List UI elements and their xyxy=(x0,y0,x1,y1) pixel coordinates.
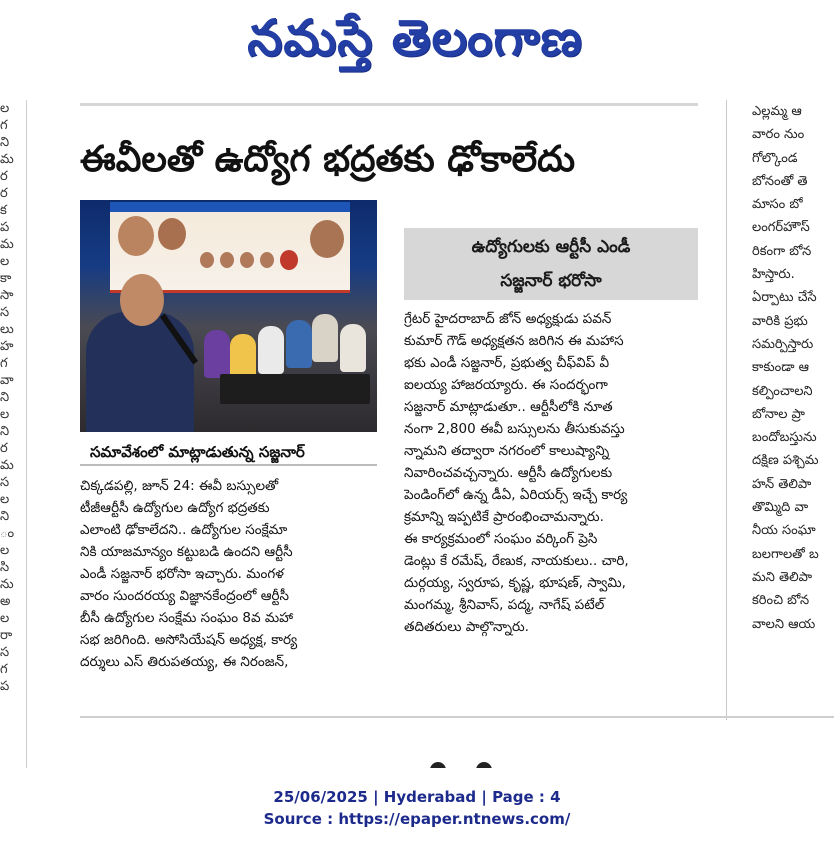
left-column-fragment: ప xyxy=(0,220,10,235)
article-body-left xyxy=(80,475,377,725)
right-column-line: సమర్పిస్తారు xyxy=(752,336,814,352)
right-column-line: దక్షిణ పశ్చిమ xyxy=(752,453,819,469)
photo-caption: సమావేశంలో మాట్లాడుతున్న సజ్జనార్ xyxy=(80,438,377,466)
source-link[interactable]: Source : https://epaper.ntnews.com/ xyxy=(263,810,571,828)
left-column-fragment: లు xyxy=(0,322,14,337)
body-text-line: ఈ కార్యక్రమంలో సంఘం వర్కింగ్ ప్రెసి xyxy=(404,531,598,547)
body-text-line: నివారించవచ్చన్నారు. ఆర్టీసీ ఉద్యోగులకు xyxy=(404,465,613,481)
body-text-line: చిక్కడపల్లి, జూన్ 24: ఈవీ బస్సులతో xyxy=(80,478,279,494)
adjacent-column-right xyxy=(752,100,834,720)
article-body-middle xyxy=(404,308,701,728)
bottom-rule xyxy=(80,716,834,718)
left-column-fragment: స xyxy=(0,475,10,490)
body-text-line: నంగా 2,800 ఈవీ బస్సులను తీసుకువస్తు xyxy=(404,421,625,437)
left-column-fragment: మ xyxy=(0,458,14,473)
body-text-line: గ్రేటర్ హైదరాబాద్ జోన్ అధ్యక్షుడు పవన్ xyxy=(404,311,612,327)
right-column-line: రికంగా బోన xyxy=(752,243,812,259)
article-headline: ఈవీలతో ఉద్యోగ భద్రతకు ఢోకాలేదు xyxy=(80,139,576,180)
body-text-line: క్రమాన్ని ఇప్పటికే ప్రారంభించామన్నారు. xyxy=(404,509,604,525)
left-column-fragment: మ xyxy=(0,237,14,252)
left-column-fragment: ని xyxy=(0,509,10,524)
body-text-line: డెంట్లు కే రమేష్, రేణుక, నాయకులు.. చారి, xyxy=(404,553,629,569)
left-column-fragment: సి xyxy=(0,560,10,575)
left-column-fragment: ల xyxy=(0,611,10,626)
left-column-fragment: గ xyxy=(0,662,8,677)
left-column-fragment: సా xyxy=(0,288,14,303)
clipping xyxy=(0,100,834,768)
body-text-line: సజ్జనార్ మాట్లాడుతూ.. ఆర్టీసీలోకి నూత xyxy=(404,399,613,415)
left-column-fragment: ల xyxy=(0,254,10,269)
adjacent-column-left xyxy=(0,100,27,768)
kicker-line-1: ఉద్యోగులకు ఆర్టీసీ ఎండీ xyxy=(471,237,631,257)
right-column-line: ఏర్పాటు చేసే xyxy=(752,290,817,306)
cut-off-heading xyxy=(420,760,500,768)
left-column-fragment: ని xyxy=(0,424,10,439)
article-kicker xyxy=(404,228,698,300)
left-column-fragment: ర xyxy=(0,441,8,456)
left-column-fragment: గ xyxy=(0,118,8,133)
right-column-line: బలగాలతో బ xyxy=(752,546,819,562)
body-text-line: దుర్గయ్య, స్వరూప, కృష్ణ, భూషణ్, స్వామి, xyxy=(404,575,626,591)
left-column-fragment: రా xyxy=(0,628,13,643)
body-text-line: ఐలయ్య హాజరయ్యారు. ఈ సందర్భంగా xyxy=(404,377,608,393)
body-text-line: తదితరులు పాల్గొన్నారు. xyxy=(404,619,529,635)
right-column-line: కరించి బోన xyxy=(752,593,810,609)
left-column-fragment: వా xyxy=(0,373,14,388)
left-column-fragment: మ xyxy=(0,152,14,167)
right-column-line: బందోబస్తును xyxy=(752,430,817,446)
body-text-line: పెండింగ్‌లో ఉన్న డీఏ, ఏరియర్స్ ఇచ్చే కార్య xyxy=(404,487,628,503)
right-column-line: హన్ తెలిపా xyxy=(752,476,812,492)
left-column-fragment: ల xyxy=(0,492,10,507)
right-column-line: హిస్తారు. xyxy=(752,267,795,283)
body-text-line: టీజీఆర్టీసీ ఉద్యోగుల ఉద్యోగ భద్రతకు xyxy=(80,500,270,516)
speaker xyxy=(86,312,194,432)
left-column-fragment: ల xyxy=(0,101,10,116)
left-column-fragment: గ xyxy=(0,356,8,371)
left-column-fragment: ర xyxy=(0,169,8,184)
body-text-line: దర్శులు ఎస్ తిరుపతయ్య, ఈ నిరంజన్, xyxy=(80,654,289,670)
left-column-fragment: ప xyxy=(0,679,10,694)
body-text-line: ఎండీ సజ్జనార్ భరోసా ఇచ్చారు. మంగళ xyxy=(80,566,284,582)
left-column-fragment: అ xyxy=(0,594,11,609)
right-column-line: లంగర్‌హౌస్ xyxy=(752,220,810,236)
right-column-line: బోనాల ప్రా xyxy=(752,406,805,422)
body-text-line: బీసీ ఉద్యోగుల సంక్షేమ సంఘం 8వ మహా xyxy=(80,610,294,626)
body-text-line: న్నామని తద్వారా నగరంలో కాలుష్యాన్ని xyxy=(404,443,610,459)
right-column-line: ఎల్లమ్మ ఆ xyxy=(752,104,802,119)
right-column-line: మాసం బో xyxy=(752,197,803,213)
body-text-line: మంగమ్మ, శ్రీనివాస్, పద్మ, నాగేష్ పటేల్ xyxy=(404,597,605,613)
date-edition-page: 25/06/2025 | Hyderabad | Page : 4 xyxy=(273,788,561,806)
right-column-line: కల్పించాలని xyxy=(752,383,813,399)
right-column-line: బోనంతో తె xyxy=(752,173,808,189)
left-column-fragment: ల xyxy=(0,407,10,422)
left-column-fragment: స xyxy=(0,305,10,320)
left-column-fragment: ర xyxy=(0,186,8,201)
left-column-fragment: ని xyxy=(0,135,10,150)
right-column-line: గోల్కొండ xyxy=(752,150,798,166)
left-column-fragment: హ xyxy=(0,339,14,354)
kicker-line-2: సజ్జనార్ భరోసా xyxy=(500,271,602,291)
newspaper-masthead: నమస్తే తెలంగాణ xyxy=(247,9,583,67)
left-column-fragment: ని xyxy=(0,390,10,405)
page-footer xyxy=(0,786,834,830)
top-rule xyxy=(80,103,698,106)
right-column-line: వారం నుం xyxy=(752,127,805,143)
right-column-line: వాలని ఆయ xyxy=(752,616,816,632)
body-text-line: ఎలాంటి ఢోకాలేదని.. ఉద్యోగుల సంక్షేమా xyxy=(80,522,288,538)
column-divider xyxy=(726,100,727,720)
left-column-fragment: ల xyxy=(0,543,10,558)
article-photo xyxy=(80,200,377,432)
speaker-head xyxy=(120,274,164,326)
body-text-line: భకు ఎండీ సజ్జనార్, ప్రభుత్వ చీఫ్‌విప్ వీ xyxy=(404,355,610,371)
right-column-line: వారికి ప్రభు xyxy=(752,313,808,329)
left-column-fragment: ను xyxy=(0,577,14,592)
right-column-line: మని తెలిపా xyxy=(752,569,813,585)
left-column-fragment: ం xyxy=(0,526,15,541)
body-text-line: వారం సుందరయ్య విజ్ఞానకేంద్రంలో ఆర్టీసీ xyxy=(80,588,289,604)
right-column-line: కాకుండా ఆ xyxy=(752,360,810,376)
body-text-line: సభ జరిగింది. అసోసియేషన్ అధ్యక్ష, కార్య xyxy=(80,632,298,648)
left-column-fragment: క xyxy=(0,203,7,218)
audience xyxy=(200,308,375,418)
right-column-line: నీయ సంఘా xyxy=(752,523,816,539)
right-column-line: తొమ్మిది వా xyxy=(752,500,809,516)
body-text-line: నికి యాజమాన్యం కట్టుబడి ఉందని ఆర్టీసీ xyxy=(80,544,293,560)
body-text-line: కుమార్ గౌడ్ అధ్యక్షతన జరిగిన ఈ మహాస xyxy=(404,333,624,349)
left-column-fragment: కా xyxy=(0,271,12,286)
left-column-fragment: స xyxy=(0,645,10,660)
